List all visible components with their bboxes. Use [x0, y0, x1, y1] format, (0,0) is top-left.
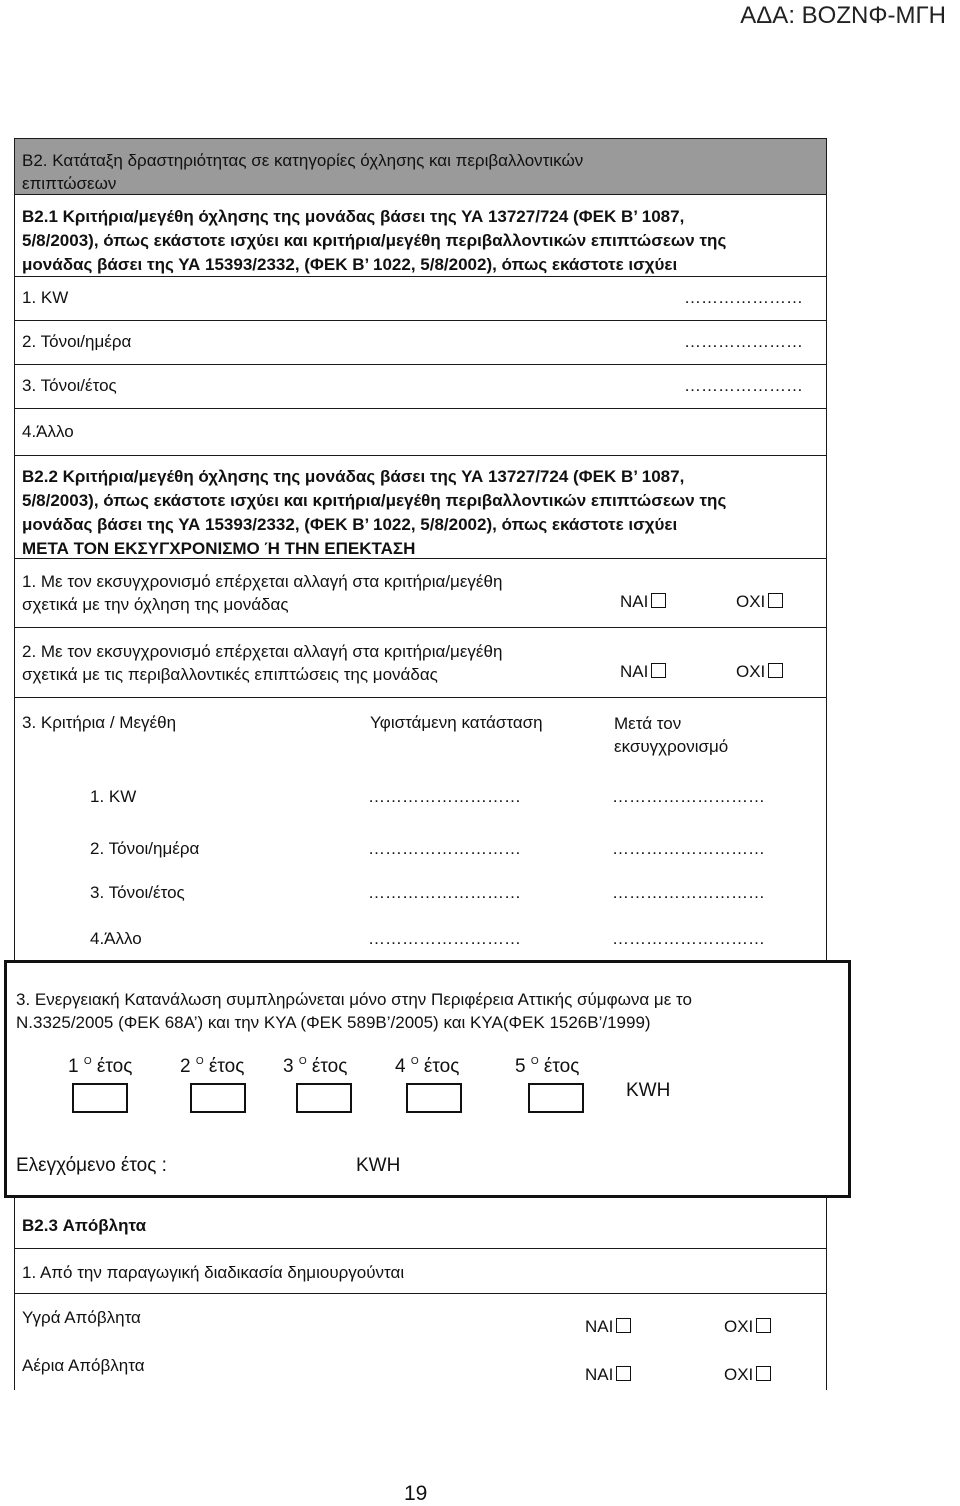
divider: [14, 276, 827, 277]
divider: [14, 455, 827, 456]
checkbox[interactable]: [651, 663, 666, 678]
year-sup: Ο: [410, 1056, 419, 1067]
year-word: έτος: [96, 1056, 133, 1077]
b22-tons-year-existing-blank[interactable]: ………………………: [368, 883, 521, 902]
year-5-input[interactable]: [528, 1083, 584, 1113]
b22-kw-after-blank[interactable]: ………………………: [612, 787, 765, 806]
b22-tons-year-after-blank[interactable]: ………………………: [612, 883, 765, 902]
b22-row-tons-year: 3. Τόνοι/έτος: [90, 883, 185, 902]
year-label-4: [395, 1056, 459, 1078]
year-word: έτος: [543, 1056, 580, 1077]
checkbox[interactable]: [756, 1318, 771, 1333]
b21-item-kw: 1. KW: [22, 288, 69, 307]
b23-gas-no[interactable]: [724, 1365, 771, 1385]
b23-frame-left: [14, 1198, 15, 1390]
divider: [14, 408, 827, 409]
b21-tons-year-blank[interactable]: …………………: [684, 376, 803, 395]
b22-other-after-blank[interactable]: ………………………: [612, 929, 765, 948]
energy-text-1: 3. Ενεργειακή Κατανάλωση συμπληρώνεται μόνο στην Περιφέρεια Αττικής σύμφωνα με το: [16, 990, 692, 1009]
b22-row-other: 4.Άλλο: [90, 929, 142, 948]
year-label-3: [283, 1056, 347, 1078]
control-year-label: Ελεγχόμενο έτος :: [16, 1155, 167, 1176]
year-3-input[interactable]: [296, 1083, 352, 1113]
divider: [14, 364, 827, 365]
yes-label: ΝΑΙ: [585, 1317, 614, 1336]
b21-title-2: 5/8/2003), όπως εκάστοτε ισχύει και κριτήρια/μεγέθη περιβαλλοντικών επιπτώσεων της: [22, 231, 727, 250]
divider: [14, 320, 827, 321]
b22-q2-line1: 2. Με τον εκσυγχρονισμό επέρχεται αλλαγή στα κριτήρια/μεγέθη: [22, 642, 503, 661]
yes-label: ΝΑΙ: [620, 592, 649, 611]
b23-title: B2.3 Απόβλητα: [22, 1216, 147, 1235]
b22-kw-existing-blank[interactable]: ………………………: [368, 787, 521, 806]
b22-criteria-label: 3. Κριτήρια / Μεγέθη: [22, 713, 177, 732]
divider: [14, 1248, 827, 1249]
b22-title-1: B2.2 Κριτήρια/μεγέθη όχλησης της μονάδας βάσει της ΥΑ 13727/724 (ΦΕΚ Β’ 1087,: [22, 467, 685, 486]
year-word: έτος: [423, 1056, 460, 1077]
b22-title-3: μονάδας βάσει της ΥΑ 15393/2332, (ΦΕΚ Β’ 1022, 5/8/2002), όπως εκάστοτε ισχύει: [22, 515, 678, 534]
no-label: ΟΧΙ: [736, 592, 766, 611]
checkbox[interactable]: [768, 663, 783, 678]
yes-label: ΝΑΙ: [620, 662, 649, 681]
b21-item-tons-day: 2. Τόνοι/ημέρα: [22, 332, 132, 351]
year-2-input[interactable]: [190, 1083, 246, 1113]
year-sup: Ο: [83, 1056, 92, 1067]
no-label: ΟΧΙ: [724, 1317, 754, 1336]
checkbox[interactable]: [651, 593, 666, 608]
checkbox[interactable]: [756, 1366, 771, 1381]
b23-gas-label: Αέρια Απόβλητα: [22, 1356, 145, 1375]
b21-item-other: 4.Άλλο: [22, 422, 74, 441]
b21-title-3: μονάδας βάσει της ΥΑ 15393/2332, (ΦΕΚ Β’ 1022, 5/8/2002), όπως εκάστοτε ισχύει: [22, 255, 678, 274]
b22-q2-yes[interactable]: [620, 662, 666, 682]
year-num: 4: [395, 1056, 406, 1077]
b22-q1-line1: 1. Με τον εκσυγχρονισμό επέρχεται αλλαγή στα κριτήρια/μεγέθη: [22, 572, 503, 591]
b21-tons-day-blank[interactable]: …………………: [684, 332, 803, 351]
b22-existing-label: Υφιστάμενη κατάσταση: [370, 713, 543, 732]
year-word: έτος: [208, 1056, 245, 1077]
year-label-5: [515, 1056, 579, 1078]
divider: [14, 627, 827, 628]
b23-q1: 1. Από την παραγωγική διαδικασία δημιουργούνται: [22, 1263, 405, 1282]
page-number: 19: [404, 1482, 428, 1505]
kwh-unit: KWH: [626, 1080, 671, 1101]
b22-row-kw: 1. KW: [90, 787, 137, 806]
yes-label: ΝΑΙ: [585, 1365, 614, 1384]
b22-after-label-1: Μετά τον: [614, 714, 682, 733]
b23-frame-right: [826, 1198, 827, 1390]
frame-left: [14, 138, 15, 960]
year-num: 2: [180, 1056, 191, 1077]
b23-liquid-label: Υγρά Απόβλητα: [22, 1308, 141, 1327]
energy-text-2: Ν.3325/2005 (ΦΕΚ 68Α’) και την ΚΥΑ (ΦΕΚ 589Β’/2005) και ΚΥΑ(ΦΕΚ 1526Β’/1999): [16, 1013, 651, 1032]
b22-row-tons-day: 2. Τόνοι/ημέρα: [90, 839, 200, 858]
kwh-unit-control: KWH: [356, 1155, 401, 1176]
divider: [14, 697, 827, 698]
b21-item-tons-year: 3. Τόνοι/έτος: [22, 376, 117, 395]
b2-header-line2: επιπτώσεων: [22, 174, 117, 193]
b22-q1-no[interactable]: [736, 592, 783, 612]
year-num: 5: [515, 1056, 526, 1077]
b23-liquid-yes[interactable]: [585, 1317, 631, 1337]
no-label: ΟΧΙ: [736, 662, 766, 681]
year-num: 1: [68, 1056, 79, 1077]
b22-q1-yes[interactable]: [620, 592, 666, 612]
year-sup: Ο: [298, 1056, 307, 1067]
b22-q2-no[interactable]: [736, 662, 783, 682]
b21-kw-blank[interactable]: …………………: [684, 288, 803, 307]
divider: [14, 558, 827, 559]
b22-tons-day-after-blank[interactable]: ………………………: [612, 839, 765, 858]
frame-top: [14, 138, 827, 139]
b22-other-existing-blank[interactable]: ………………………: [368, 929, 521, 948]
ada-code: ΑΔΑ: ΒΟΖΝΦ-ΜΓΗ: [740, 2, 946, 29]
year-sup: Ο: [195, 1056, 204, 1067]
b23-gas-yes[interactable]: [585, 1365, 631, 1385]
year-label-1: [68, 1056, 132, 1078]
checkbox[interactable]: [768, 593, 783, 608]
b22-after-label-2: εκσυγχρονισμό: [614, 737, 729, 756]
checkbox[interactable]: [616, 1318, 631, 1333]
b22-q2-line2: σχετικά με τις περιβαλλοντικές επιπτώσεις της μονάδας: [22, 665, 438, 684]
b22-title-2: 5/8/2003), όπως εκάστοτε ισχύει και κριτήρια/μεγέθη περιβαλλοντικών επιπτώσεων της: [22, 491, 727, 510]
divider: [14, 1293, 827, 1294]
b22-title-4: ΜΕΤΑ ΤΟΝ ΕΚΣΥΓΧΡΟΝΙΣΜΟ Ή ΤΗΝ ΕΠΕΚΤΑΣΗ: [22, 539, 416, 558]
b2-header-line1: B2. Κατάταξη δραστηριότητας σε κατηγορίες όχλησης και περιβαλλοντικών: [22, 151, 584, 170]
year-label-2: [180, 1056, 244, 1078]
year-num: 3: [283, 1056, 294, 1077]
b22-tons-day-existing-blank[interactable]: ………………………: [368, 839, 521, 858]
year-word: έτος: [311, 1056, 348, 1077]
b23-liquid-no[interactable]: [724, 1317, 771, 1337]
year-1-input[interactable]: [72, 1083, 128, 1113]
frame-under-header: [14, 194, 827, 195]
year-sup: Ο: [530, 1056, 539, 1067]
year-4-input[interactable]: [406, 1083, 462, 1113]
b21-title-1: B2.1 Κριτήρια/μεγέθη όχλησης της μονάδας βάσει της ΥΑ 13727/724 (ΦΕΚ Β’ 1087,: [22, 207, 685, 226]
checkbox[interactable]: [616, 1366, 631, 1381]
b22-q1-line2: σχετικά με την όχληση της μονάδας: [22, 595, 289, 614]
no-label: ΟΧΙ: [724, 1365, 754, 1384]
frame-right: [826, 138, 827, 960]
